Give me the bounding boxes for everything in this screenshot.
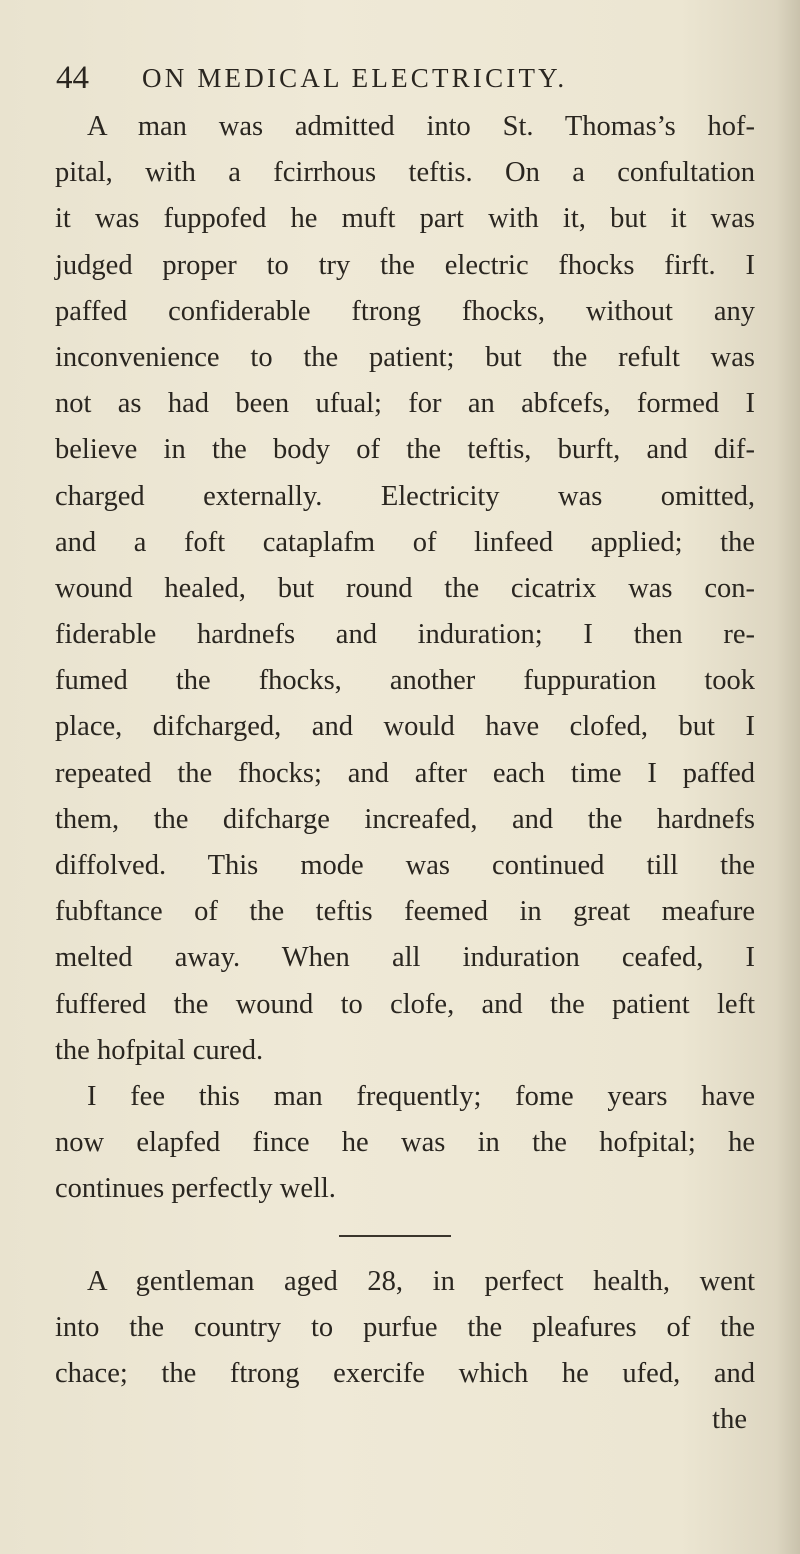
text-line: fubftance of the teftis feemed in great meafure [55, 896, 755, 928]
text-line: I fee this man frequently; fome years have [87, 1080, 755, 1112]
text-line: judged proper to try the electric fhocks firft. I [55, 249, 755, 281]
text-line: repeated the fhocks; and after each time I paffed [55, 757, 755, 789]
text-line: them, the difcharge increafed, and the hardnefs [55, 803, 755, 835]
text-line: wound healed, but round the cicatrix was con- [55, 572, 755, 604]
text-line: charged externally. Electricity was omitted, [55, 480, 755, 512]
text-line: A man was admitted into St. Thomas’s hof- [87, 111, 755, 142]
text-line: the hofpital cured. [55, 1034, 264, 1066]
text-line: into the country to purfue the pleafures of the [55, 1311, 755, 1343]
text-line: paffed confiderable ftrong fhocks, without any [55, 295, 755, 327]
section-divider [55, 1213, 755, 1259]
text-line: A gentleman aged 28, in perfect health, went [87, 1265, 755, 1297]
text-line: pital, with a fcirrhous teftis. On a confultation [55, 157, 755, 189]
text-line: continues perfectly well. [55, 1173, 336, 1205]
text-line: fumed the fhocks, another fuppuration took [55, 665, 755, 697]
text-line: fiderable hardnefs and induration; I then re- [55, 619, 755, 651]
text-line: diffolved. This mode was continued till the [55, 850, 755, 881]
body-text [55, 104, 755, 1443]
running-head: ON MEDICAL ELECTRICITY. [142, 63, 568, 93]
text-line: it was fuppofed he muft part with it, but it was [55, 203, 755, 235]
divider-rule [339, 1235, 451, 1237]
page-header [56, 58, 756, 98]
text-line: melted away. When all induration ceafed, I [55, 942, 755, 974]
text-line: and a foft cataplafm of linfeed applied; the [55, 526, 755, 558]
catchword: the [712, 1404, 747, 1436]
paragraph [55, 1259, 755, 1444]
paragraph [55, 1074, 755, 1213]
text-line: inconvenience to the patient; but the refult was [55, 341, 755, 373]
page-number: 44 [56, 60, 89, 96]
text-line: place, difcharged, and would have clofed, but I [55, 711, 755, 743]
text-line: now elapfed fince he was in the hofpital; he [55, 1127, 755, 1159]
text-line: believe in the body of the teftis, burft, and dif- [55, 434, 755, 466]
text-line: fuffered the wound to clofe, and the patient left [55, 988, 755, 1020]
text-line: chace; the ftrong exercife which he ufed, and [55, 1357, 755, 1389]
text-line: not as had been ufual; for an abfcefs, formed I [55, 388, 755, 420]
paragraph [55, 104, 755, 1074]
